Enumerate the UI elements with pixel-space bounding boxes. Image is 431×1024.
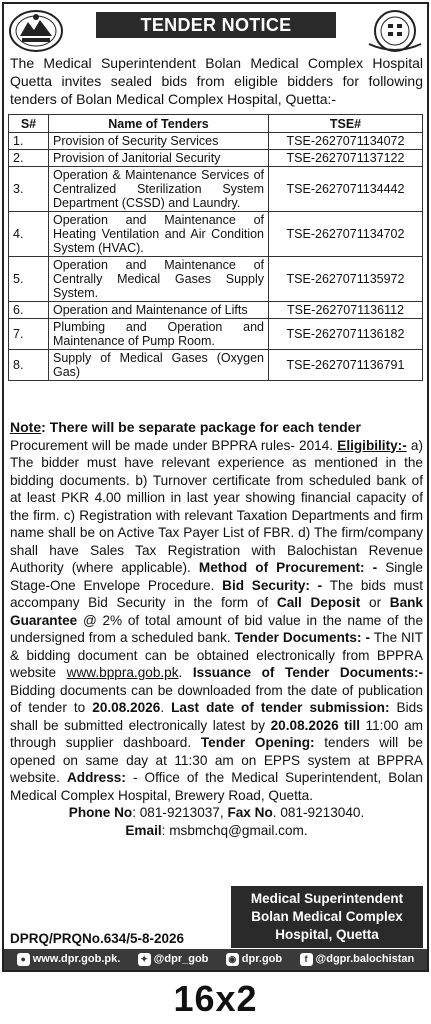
address-text: - Office of the Medical Superintendent, Bolan Medical Complex Hospital, Brewery Road, Quetta. bbox=[10, 770, 423, 803]
row-serial: 3. bbox=[9, 167, 49, 212]
ad-size-label: 16x2 bbox=[173, 978, 258, 1019]
row-tse-number: TSE-2627071136791 bbox=[269, 350, 423, 381]
bank-guarantee: Bank Guarantee bbox=[10, 595, 423, 628]
row-tender-name: Operation & Maintenance Services of Centralized Sterilization System Department (CSSD) and Laundry. bbox=[49, 167, 269, 212]
row-tender-name: Operation and Maintenance of Centrally Medical Gases Supply System. bbox=[49, 257, 269, 302]
instagram-icon: ◉ bbox=[226, 953, 239, 966]
security-text-2: @ 2% of total amount of bid value in the name of the undersigned from a scheduled bank. bbox=[10, 612, 423, 645]
signature-line-1: Medical Superintendent bbox=[250, 891, 404, 906]
social-footer bbox=[4, 949, 427, 970]
phone-number: : 081-9213037, bbox=[132, 805, 228, 820]
submission-text: 11:00 am through supplier dashboard. bbox=[10, 717, 423, 750]
last-date-text: Bids shall be submitted electronically latest by bbox=[10, 700, 423, 733]
row-tse-number: TSE-2627071134442 bbox=[269, 167, 423, 212]
social-item-website[interactable] bbox=[17, 949, 121, 970]
tender-documents-text: The NIT & bidding document can be obtained electronically from BPPRA website bbox=[10, 630, 423, 680]
row-tender-name: Supply of Medical Gases (Oxygen Gas) bbox=[49, 350, 269, 381]
header bbox=[4, 4, 427, 56]
row-serial: 4. bbox=[9, 212, 49, 257]
issuance-text: Bidding documents can be downloaded from the date of publication of tender to bbox=[10, 682, 423, 715]
tender-documents-label: Tender Documents: - bbox=[234, 630, 370, 645]
address-label: Address: bbox=[66, 770, 126, 785]
row-serial: 2. bbox=[9, 150, 49, 167]
row-tse-number: TSE-2627071135972 bbox=[269, 257, 423, 302]
procurement-text: Procurement will be made under BPPRA rules- 2014. bbox=[10, 437, 338, 453]
note-label: Note bbox=[10, 419, 42, 435]
submission-date: 20.08.2026 till bbox=[270, 717, 361, 733]
twitter-icon: ✦ bbox=[138, 953, 151, 966]
row-tse-number: TSE-2627071137122 bbox=[269, 150, 423, 167]
row-tender-name: Plumbing and Operation and Maintenance of Pump Room. bbox=[49, 319, 269, 350]
table-row bbox=[9, 319, 423, 350]
row-tse-number: TSE-2627071136112 bbox=[269, 302, 423, 319]
note-line bbox=[10, 419, 423, 437]
terms-paragraph bbox=[10, 437, 423, 805]
column-header-name: Name of Tenders bbox=[49, 115, 269, 133]
terms-body bbox=[10, 419, 423, 839]
social-website-text: www.dpr.gob.pk. bbox=[32, 953, 121, 965]
row-tse-number: TSE-2627071134702 bbox=[269, 212, 423, 257]
signature-block bbox=[231, 886, 423, 948]
issuance-date: 20.08.2026 bbox=[92, 700, 161, 715]
issuance-label: Issuance of Tender Documents:- bbox=[192, 665, 423, 680]
row-tender-name: Operation and Maintenance of Lifts bbox=[49, 302, 269, 319]
fax-label: Fax No bbox=[227, 805, 273, 820]
table-row bbox=[9, 133, 423, 150]
or-text: or bbox=[360, 595, 390, 610]
opening-text: tenders will be opened on same day at 11:30 am on EPPS system at BPPRA website. bbox=[10, 735, 423, 785]
social-item-facebook[interactable] bbox=[300, 949, 415, 970]
last-date-label: Last date of tender submission: bbox=[171, 700, 390, 715]
opening-label: Tender Opening: bbox=[200, 735, 315, 750]
page-title: TENDER NOTICE bbox=[96, 12, 336, 38]
balochistan-emblem-logo bbox=[8, 8, 64, 54]
facebook-icon: f bbox=[300, 953, 313, 966]
eligibility-label: Eligibility:- bbox=[337, 437, 407, 453]
signature-line-3: Hospital, Quetta bbox=[275, 927, 379, 942]
tenders-table bbox=[8, 114, 423, 381]
row-serial: 7. bbox=[9, 319, 49, 350]
table-row bbox=[9, 167, 423, 212]
email-label: Email bbox=[125, 822, 162, 838]
fax-number: . 081-9213040. bbox=[272, 805, 365, 820]
tender-advertisement bbox=[2, 2, 429, 972]
table-row bbox=[9, 212, 423, 257]
eligibility-text: a) The bidder must have relevant experience as mentioned in the bidding documents. b) Turnover certificate from scheduled bank of at least PKR 4.00 million in last year showing financial capacity of the firm. c) Registration with relevant Taxation Departments and firm name shall be on Active Tax Payer List of FBR. d) The firm/company shall have Sales Tax Registration with Balochistan Revenue Authority (where applicable). bbox=[10, 437, 423, 575]
contact-phone-line bbox=[10, 804, 423, 822]
call-deposit: Call Deposit bbox=[276, 595, 361, 610]
table-header-row bbox=[9, 115, 423, 133]
row-tender-name: Provision of Janitorial Security bbox=[49, 150, 269, 167]
row-tse-number: TSE-2627071136182 bbox=[269, 319, 423, 350]
punctuation: . bbox=[178, 665, 193, 680]
phone-label: Phone No bbox=[68, 805, 133, 820]
security-label: Bid Security: - bbox=[222, 577, 323, 593]
reference-number: DPRQ/PRQNo.634/5-8-2026 bbox=[10, 931, 185, 946]
email-address: : msbmchq@gmail.com. bbox=[161, 822, 308, 838]
contact-email-line bbox=[10, 822, 423, 840]
table-row bbox=[9, 302, 423, 319]
row-tender-name: Provision of Security Services bbox=[49, 133, 269, 150]
social-facebook-text: @dgpr.balochistan bbox=[315, 953, 415, 965]
table-row bbox=[9, 350, 423, 381]
column-header-serial: S# bbox=[9, 115, 49, 133]
social-instagram-text: dpr.gob bbox=[241, 953, 283, 965]
hospital-seal-logo bbox=[367, 8, 423, 54]
row-serial: 1. bbox=[9, 133, 49, 150]
bppra-website-link[interactable]: www.bppra.gob.pk bbox=[66, 665, 179, 680]
method-text: Single Stage-One Envelope Procedure. bbox=[10, 560, 423, 593]
table-row bbox=[9, 150, 423, 167]
row-tender-name: Operation and Maintenance of Heating Ventilation and Air Condition System (HVAC). bbox=[49, 212, 269, 257]
punctuation: . bbox=[160, 700, 172, 715]
intro-paragraph: The Medical Superintendent Bolan Medical Complex Hospital Quetta invites sealed bids from eligible bidders for following tenders of Bolan Medical Complex Hospital, Quetta:- bbox=[10, 55, 423, 107]
social-item-instagram[interactable] bbox=[226, 949, 282, 970]
social-item-twitter[interactable] bbox=[138, 949, 209, 970]
globe-icon: ● bbox=[17, 953, 30, 966]
signature-line-2: Bolan Medical Complex bbox=[251, 909, 403, 924]
row-serial: 8. bbox=[9, 350, 49, 381]
column-header-tse: TSE# bbox=[269, 115, 423, 133]
note-text: : There will be separate package for each tender bbox=[41, 419, 361, 435]
row-serial: 5. bbox=[9, 257, 49, 302]
security-text: The bids must accompany Bid Security in the form of bbox=[10, 577, 423, 610]
table-row bbox=[9, 257, 423, 302]
method-label: Method of Procurement: - bbox=[198, 560, 378, 575]
row-serial: 6. bbox=[9, 302, 49, 319]
row-tse-number: TSE-2627071134072 bbox=[269, 133, 423, 150]
social-twitter-text: @dpr_gob bbox=[153, 953, 209, 965]
